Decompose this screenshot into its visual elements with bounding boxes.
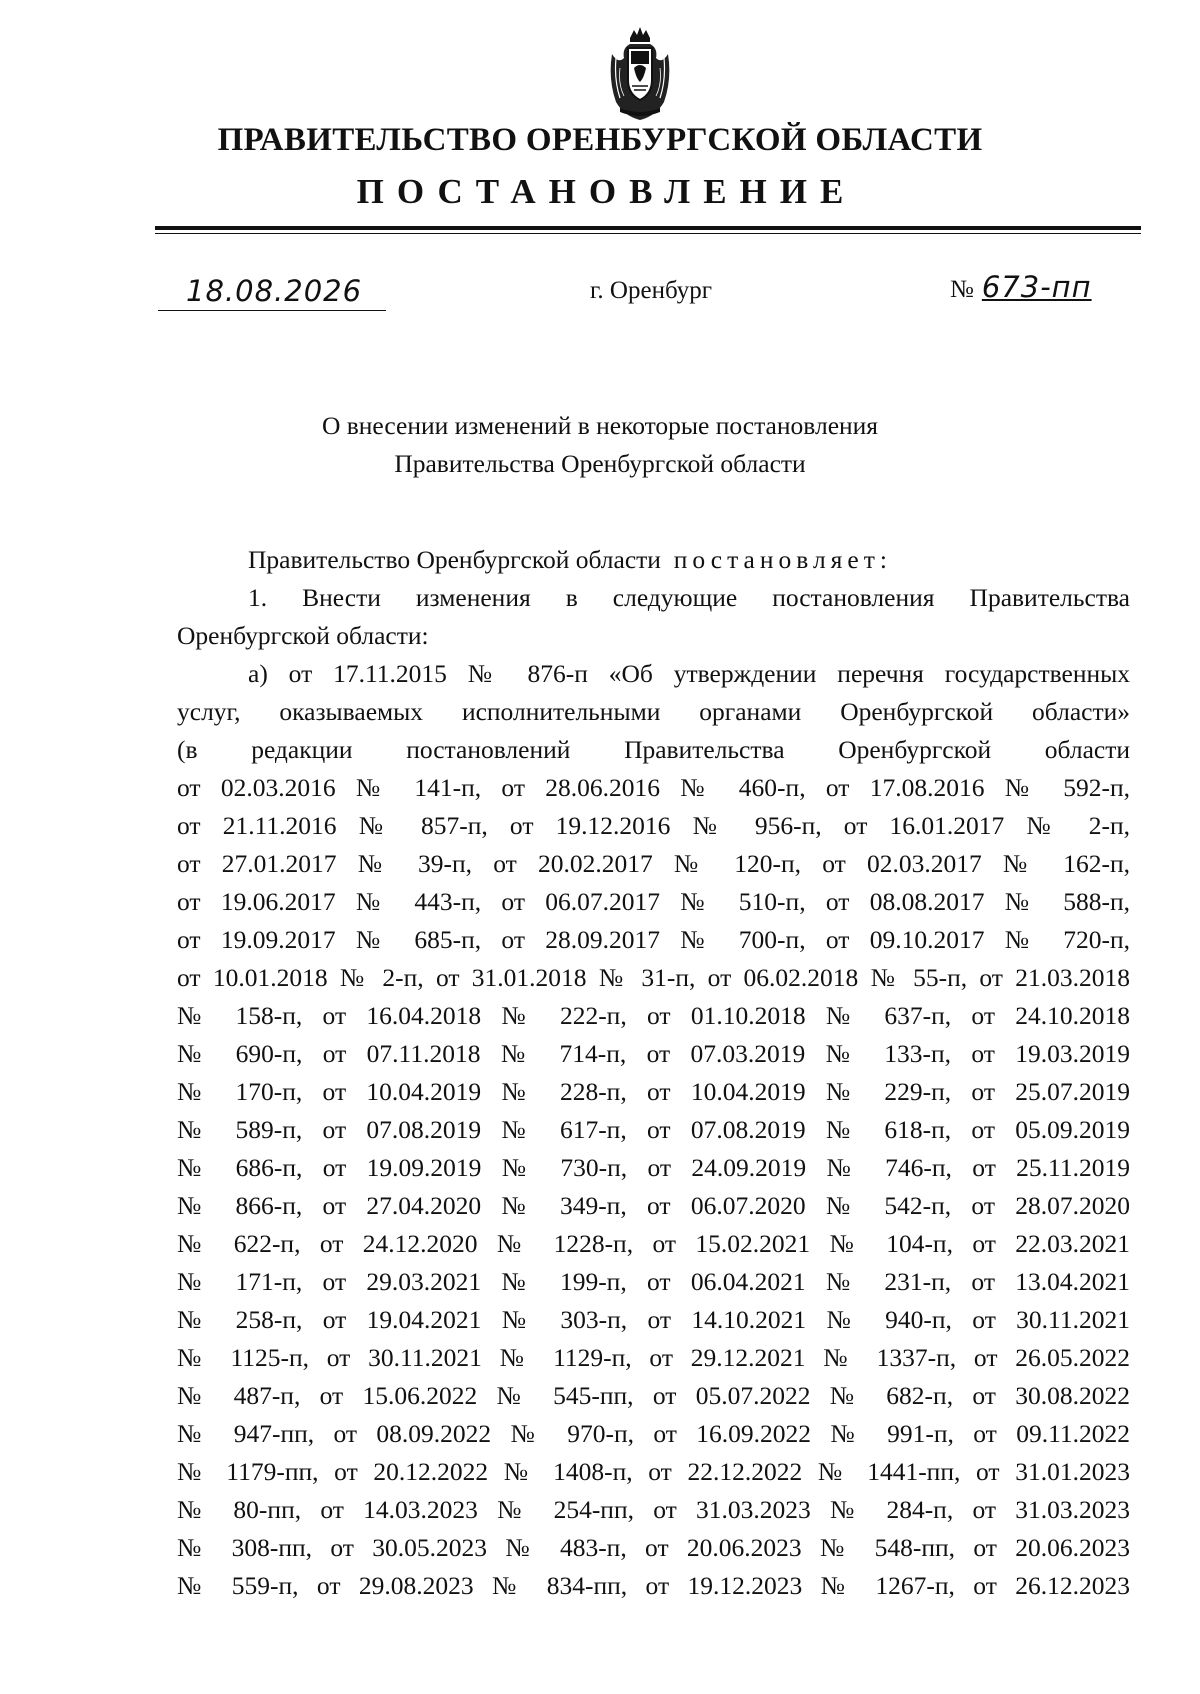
header-rule-thin: [155, 233, 1141, 234]
text-line: № 559-п, от 29.08.2023 № 834-пп, от 19.12.2023 № 1267-п, от 26.12.2023: [177, 1571, 1130, 1600]
item-1: [177, 579, 1130, 655]
number-sign: №: [950, 276, 974, 303]
text-line: № 170-п, от 10.04.2019 № 228-п, от 10.04.2019 № 229-п, от 25.07.2019: [177, 1077, 1130, 1106]
handwritten-number: 673-пп: [981, 270, 1092, 304]
coat-of-arms-icon: [606, 24, 674, 124]
document-type-heading: ПОСТАНОВЛЕНИЕ: [356, 172, 857, 211]
text-line: № 589-п, от 07.08.2019 № 617-п, от 07.08.2019 № 618-п, от 05.09.2019: [177, 1115, 1130, 1144]
text-line: № 947-пп, от 08.09.2022 № 970-п, от 16.09.2022 № 991-п, от 09.11.2022: [177, 1419, 1130, 1448]
preamble: [177, 541, 1130, 579]
text-line: № 686-п, от 19.09.2019 № 730-п, от 24.09.2019 № 746-п, от 25.11.2019: [177, 1153, 1130, 1182]
preamble-lead: Правительство Оренбургской области: [248, 545, 661, 574]
date-field: [158, 270, 386, 311]
paragraph-a: [177, 655, 1130, 1605]
text-line: от 10.01.2018 № 2-п, от 31.01.2018 № 31-п, от 06.02.2018 № 55-п, от 21.03.2018: [177, 963, 1130, 992]
text-line: № 1125-п, от 30.11.2021 № 1129-п, от 29.12.2021 № 1337-п, от 26.05.2022: [177, 1343, 1130, 1372]
text-line: № 308-пп, от 30.05.2023 № 483-п, от 20.06.2023 № 548-пп, от 20.06.2023: [177, 1533, 1130, 1562]
text-line: № 622-п, от 24.12.2020 № 1228-п, от 15.02.2021 № 104-п, от 22.03.2021: [177, 1229, 1130, 1258]
text-line: № 1179-пп, от 20.12.2022 № 1408-п, от 22.12.2022 № 1441-пп, от 31.01.2023: [177, 1457, 1130, 1486]
text-line: от 21.11.2016 № 857-п, от 19.12.2016 № 956-п, от 16.01.2017 № 2-п,: [177, 811, 1130, 840]
text-line: от 27.01.2017 № 39-п, от 20.02.2017 № 120-п, от 02.03.2017 № 162-п,: [177, 849, 1130, 878]
preamble-verb: постановляет:: [673, 545, 892, 574]
text-line: от 02.03.2016 № 141-п, от 28.06.2016 № 460-п, от 17.08.2016 № 592-п,: [177, 773, 1130, 802]
text-line: № 158-п, от 16.04.2018 № 222-п, от 01.10.2018 № 637-п, от 24.10.2018: [177, 1001, 1130, 1030]
text-line: (в редакции постановлений Правительства Оренбургской области: [177, 735, 1130, 764]
document-number: [950, 270, 1092, 310]
handwritten-date: 18.08.2026: [186, 274, 363, 308]
text-line: а) от 17.11.2015 № 876-п «Об утверждении перечня государственных: [248, 659, 1130, 688]
text-line: Оренбургской области:: [177, 621, 429, 650]
government-title: ПРАВИТЕЛЬСТВО ОРЕНБУРГСКОЙ ОБЛАСТИ: [217, 122, 983, 158]
text-line: № 258-п, от 19.04.2021 № 303-п, от 14.10.2021 № 940-п, от 30.11.2021: [177, 1305, 1130, 1334]
subject-line: Правительства Оренбургской области: [394, 449, 806, 478]
text-line: 1. Внести изменения в следующие постановления Правительства: [248, 583, 1130, 612]
document-subject: [0, 407, 1200, 483]
city-label: г. Оренбург: [590, 277, 712, 304]
text-line: от 19.09.2017 № 685-п, от 28.09.2017 № 700-п, от 09.10.2017 № 720-п,: [177, 925, 1130, 954]
text-line: услуг, оказываемых исполнительными органами Оренбургской области»: [177, 697, 1130, 726]
header-rule-thick: [155, 226, 1141, 230]
text-line: № 487-п, от 15.06.2022 № 545-пп, от 05.07.2022 № 682-п, от 30.08.2022: [177, 1381, 1130, 1410]
text-line: от 19.06.2017 № 443-п, от 06.07.2017 № 510-п, от 08.08.2017 № 588-п,: [177, 887, 1130, 916]
text-line: № 866-п, от 27.04.2020 № 349-п, от 06.07.2020 № 542-п, от 28.07.2020: [177, 1191, 1130, 1220]
text-line: № 690-п, от 07.11.2018 № 714-п, от 07.03.2019 № 133-п, от 19.03.2019: [177, 1039, 1130, 1068]
text-line: № 171-п, от 29.03.2021 № 199-п, от 06.04.2021 № 231-п, от 13.04.2021: [177, 1267, 1130, 1296]
text-line: № 80-пп, от 14.03.2023 № 254-пп, от 31.03.2023 № 284-п, от 31.03.2023: [177, 1495, 1130, 1524]
document-body: [177, 541, 1130, 1605]
subject-line: О внесении изменений в некоторые постановления: [321, 411, 879, 440]
